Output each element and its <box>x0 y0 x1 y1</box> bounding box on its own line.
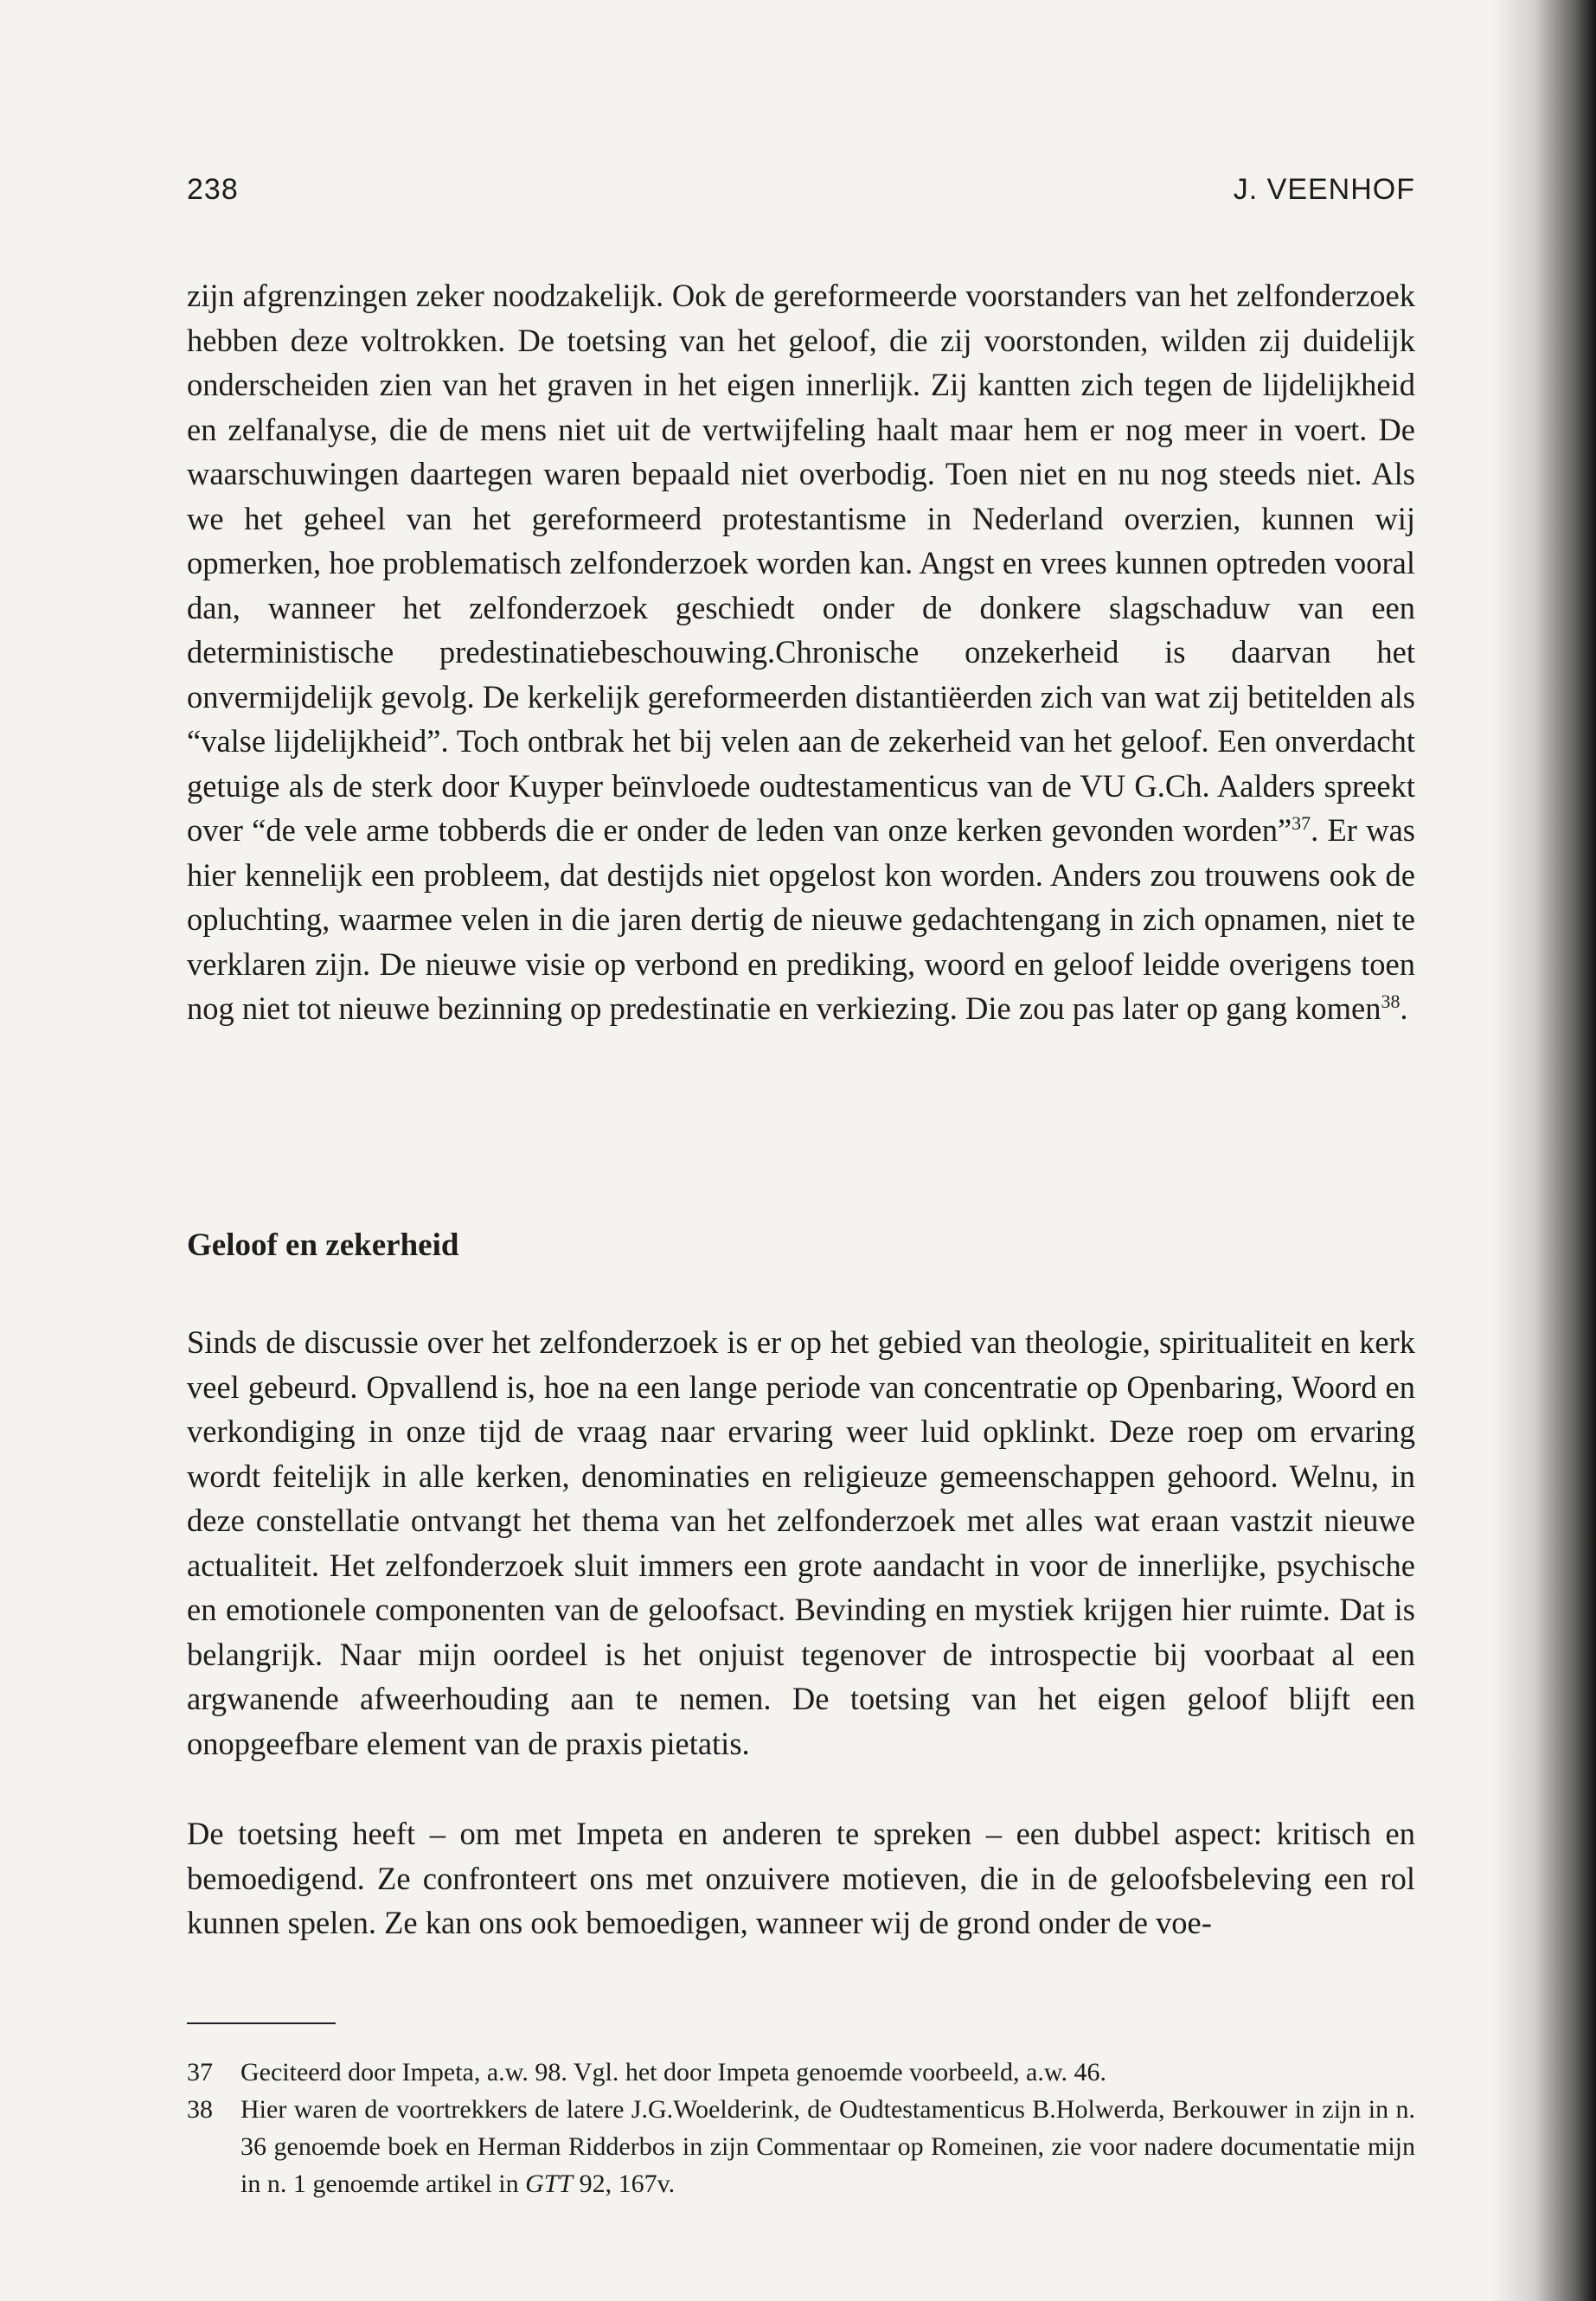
footnote-reference: 37 <box>1292 811 1311 834</box>
footnote <box>187 2054 1415 2091</box>
body-paragraph: Sinds de discussie over het zelfonderzoek is er op het gebied van theologie, spiritualiteit en kerk veel gebeurd. Opvallend is, hoe na een lange periode van concentratie op Openbaring, Woord en verkondiging in onze tijd de vraag naar ervaring weer luid opklinkt. Deze roep om ervaring wordt feitelijk in alle kerken, denominaties en religieuze gemeenschappen gehoord. Welnu, in deze constellatie ontvangt het thema van het zelfonderzoek met alles wat eraan vastzit nieuwe actualiteit. Het zelfonderzoek sluit immers een grote aandacht in voor de innerlijke, psychische en emotionele componenten van de geloofsact. Bevinding en mystiek krijgen hier ruimte. Dat is belangrijk. Naar mijn oordeel is het onjuist tegenover de introspectie bij voorbaat al een argwanende afweerhouding aan te nemen. De toetsing van het eigen geloof blijft een onopgeefbare element van de praxis pietatis. <box>187 1324 1415 1761</box>
paragraph-text: . Er was hier kennelijk een probleem, dat destijds niet opgelost kon worden. Anders zou trouwens ook de opluchting, waarmee velen in die jaren dertig de nieuwe gedachtengang in zich opnamen, niet te verklaren zijn. De nieuwe visie op verbond en prediking, woord en geloof leidde overigens toen nog niet tot nieuwe bezinning op predestinatie en verkiezing. Die zou pas later op gang komen <box>187 812 1416 1026</box>
section-heading: Geloof en zekerheid <box>187 1227 459 1263</box>
page-gutter-shadow <box>1492 0 1596 2301</box>
page-header <box>187 173 1415 225</box>
running-head: J. VEENHOF <box>1233 173 1415 206</box>
journal-title: GTT <box>525 2170 574 2198</box>
footnote-text: Geciteerd door Impeta, a.w. 98. Vgl. het door Impeta genoemde voorbeeld, a.w. 46. <box>240 2058 1107 2086</box>
footnote-reference: 38 <box>1381 990 1401 1012</box>
footnote-text: Hier waren de voortrekkers de latere J.G.Woelderink, de Oudtestamenticus B.Holwerda, Berkouwer in zijn in n. 36 genoemde boek en Herman Ridderbos in zijn Commentaar op Romeinen, zie voor nadere documentatie mijn in n. 1 genoemde artikel in <box>240 2095 1415 2198</box>
paragraph-text: . <box>1400 990 1408 1026</box>
body-paragraph <box>187 273 1415 1031</box>
paragraph-text: zijn afgrenzingen zeker noodzakelijk. Ook de gereformeerde voorstanders van het zelfonderzoek hebben deze voltrokken. De toetsing van het geloof, die zij voorstonden, wilden zij duidelijk onderscheiden zien van het graven in het eigen innerlijk. Zij kantten zich tegen de lijdelijkheid en zelfanalyse, die de mens niet uit de vertwijfeling haalt maar hem er nog meer in voert. De waarschuwingen daartegen waren bepaald niet overbodig. Toen niet en nu nog steeds niet. Als we het geheel van het gereformeerd protestantisme in Nederland overzien, kunnen wij opmerken, hoe problematisch zelfonderzoek worden kan. Angst en vrees kunnen optreden vooral dan, wanneer het zelfonderzoek geschiedt onder de donkere slagschaduw van een deterministische predestinatiebeschouwing.Chronische onzekerheid is daarvan het onvermijdelijk gevolg. De kerkelijk gereformeerden distantiëerden zich van wat zij betitelden als “valse lijdelijkheid”. Toch ontbrak het bij velen aan de zekerheid van het geloof. Een onverdacht getuige als de sterk door Kuyper beïnvloede oudtestamenticus van de VU G.Ch. Aalders spreekt over “de vele arme tobberds die er onder de leden van onze kerken gevonden worden” <box>187 278 1415 848</box>
body-paragraph: De toetsing heeft – om met Impeta en anderen te spreken – een dubbel aspect: kritisch en bemoedigend. Ze confronteert ons met onzuivere motieven, die in de geloofsbeleving een rol kunnen spelen. Ze kan ons ook bemoedigen, wanneer wij de grond onder de voe- <box>187 1816 1415 1940</box>
page-number: 238 <box>187 173 239 206</box>
footnote-divider <box>187 2022 336 2024</box>
footnote-text: 92, 167v. <box>573 2170 676 2198</box>
footnote-number: 38 <box>187 2095 213 2124</box>
footnote <box>187 2091 1415 2202</box>
footnote-number: 37 <box>187 2058 213 2086</box>
footnotes-list <box>187 2054 1415 2202</box>
